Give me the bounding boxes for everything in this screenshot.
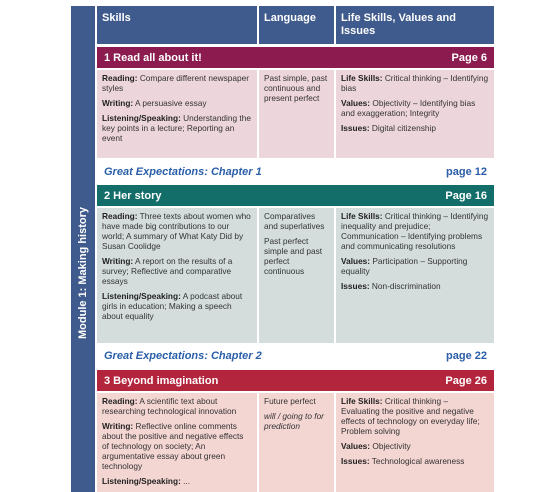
life-entry: Issues: Technological awareness — [341, 456, 465, 466]
unit-page: Page 16 — [445, 189, 487, 202]
header-language: Language — [259, 6, 334, 44]
expectations-label: Great Expectations: — [104, 166, 208, 178]
life-skills-cell — [336, 393, 494, 492]
header-skills: Skills — [97, 6, 257, 44]
unit-title: 3 Beyond imagination — [104, 374, 219, 387]
skill-entry: Listening/Speaking: ... — [102, 476, 191, 486]
unit-page: Page 6 — [451, 51, 487, 64]
life-skills-cell — [336, 208, 494, 343]
skills-cell — [97, 208, 257, 343]
unit-1-bar — [97, 47, 494, 68]
skill-entry: Reading: Three texts about women who have made big contributions to our world; A summary of What Katy Did by Susan Coolidge — [102, 211, 251, 251]
life-entry: Issues: Non-discrimination — [341, 281, 441, 291]
language-item: Past perfect simple and past perfect continuous — [264, 236, 323, 276]
skill-entry: Writing: A persuasive essay — [102, 98, 207, 108]
language-cell — [259, 393, 334, 492]
expectations-chapter: Chapter 2 — [210, 350, 262, 362]
skill-entry: Reading: A scientific text about researching technological innovation — [102, 396, 237, 416]
skill-entry: Listening/Speaking: Understanding the key points in a lecture; Reporting an event — [102, 113, 251, 143]
unit-3-content — [97, 393, 494, 492]
language-item: Future perfect — [264, 396, 316, 406]
life-entry: Life Skills: Critical thinking – Identifying inequality and prejudice; Communication – Identifying problems and communicating resolutions — [341, 211, 489, 251]
skills-cell — [97, 393, 257, 492]
life-skills-cell — [336, 70, 494, 158]
unit-title: 1 Read all about it! — [104, 51, 202, 64]
great-expectations-row — [97, 163, 494, 181]
header-life-skills: Life Skills, Values and Issues — [336, 6, 494, 44]
expectations-page: page 12 — [446, 166, 487, 178]
skill-entry: Reading: Compare different newspaper styles — [102, 73, 249, 93]
great-expectations-row — [97, 347, 494, 365]
expectations-chapter: Chapter 1 — [210, 166, 262, 178]
unit-title: 2 Her story — [104, 189, 162, 202]
unit-1-content — [97, 70, 494, 158]
life-entry: Life Skills: Critical thinking – Identifying bias — [341, 73, 489, 93]
language-item: will / going to for prediction — [264, 411, 324, 431]
expectations-page: page 22 — [446, 350, 487, 362]
unit-2-bar — [97, 185, 494, 206]
life-entry: Life Skills: Critical thinking – Evaluating the positive and negative effects of technology on everyday life; Problem solving — [341, 396, 480, 436]
unit-3-bar — [97, 370, 494, 391]
language-item: Comparatives and superlatives — [264, 211, 325, 231]
unit-2-content — [97, 208, 494, 343]
expectations-label: Great Expectations: — [104, 350, 208, 362]
module-sidebar — [71, 6, 95, 492]
module-label: Module 1: Making history — [77, 207, 89, 340]
skills-cell — [97, 70, 257, 158]
life-entry: Issues: Digital citizenship — [341, 123, 437, 133]
table-header — [97, 6, 494, 44]
life-entry: Values: Objectivity — [341, 441, 411, 451]
skill-entry: Writing: A report on the results of a survey; Reflective and comparative essays — [102, 256, 233, 286]
skill-entry: Writing: Reflective online comments about the positive and negative effects of technology on society; An argumentative essay about green technology — [102, 421, 244, 471]
life-entry: Values: Participation – Supporting equality — [341, 256, 468, 276]
skill-entry: Listening/Speaking: A podcast about girls in education; Making a speech about equality — [102, 291, 243, 321]
language-cell — [259, 70, 334, 158]
language-item: Past simple, past continuous and present perfect — [264, 73, 328, 103]
language-cell — [259, 208, 334, 343]
life-entry: Values: Objectivity – Identifying bias and exaggeration; Integrity — [341, 98, 476, 118]
unit-page: Page 26 — [445, 374, 487, 387]
